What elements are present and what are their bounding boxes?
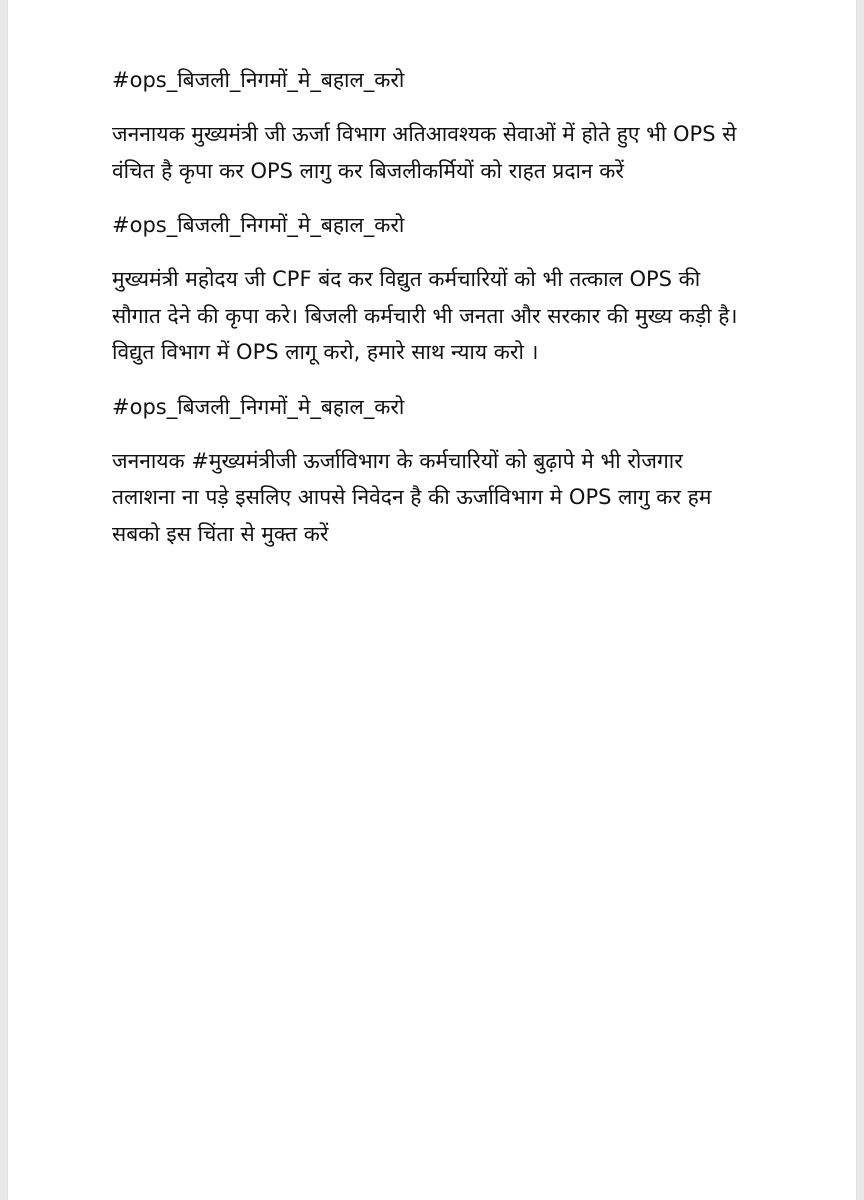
hashtag-line: #ops_बिजली_निगमों_मे_बहाल_करो	[112, 68, 405, 92]
document-page	[8, 0, 856, 1200]
paragraph: मुख्यमंत्री महोदय जी CPF बंद कर विद्युत कर्मचारियों को भी तत्काल OPS की सौगात देने की कृपा करे। बिजली कर्मचारी भी जनता और सरकार की मुख्य कड़ी है। विद्युत विभाग में OPS लागू करो, हमारे साथ न्याय करो ।	[112, 267, 738, 364]
document-content	[112, 62, 742, 570]
paragraph: जननायक #मुख्यमंत्रीजी ऊर्जाविभाग के कर्मचारियों को बुढ़ापे मे भी रोजगार तलाशना ना पड़े इसलिए आपसे निवेदन है की ऊर्जाविभाग मे OPS लागु कर हम सबको इस चिंता से मुक्त करें	[112, 448, 712, 546]
paragraph: जननायक मुख्यमंत्री जी ऊर्जा विभाग अतिआवश्यक सेवाओं में होते हुए भी OPS से वंचित है कृपा कर OPS लागु कर बिजलीकर्मियों को राहत प्रदान करें	[112, 122, 737, 183]
hashtag-line: #ops_बिजली_निगमों_मे_बहाल_करो	[112, 394, 405, 419]
hashtag-line: #ops_बिजली_निगमों_मे_बहाल_करो	[112, 213, 405, 237]
